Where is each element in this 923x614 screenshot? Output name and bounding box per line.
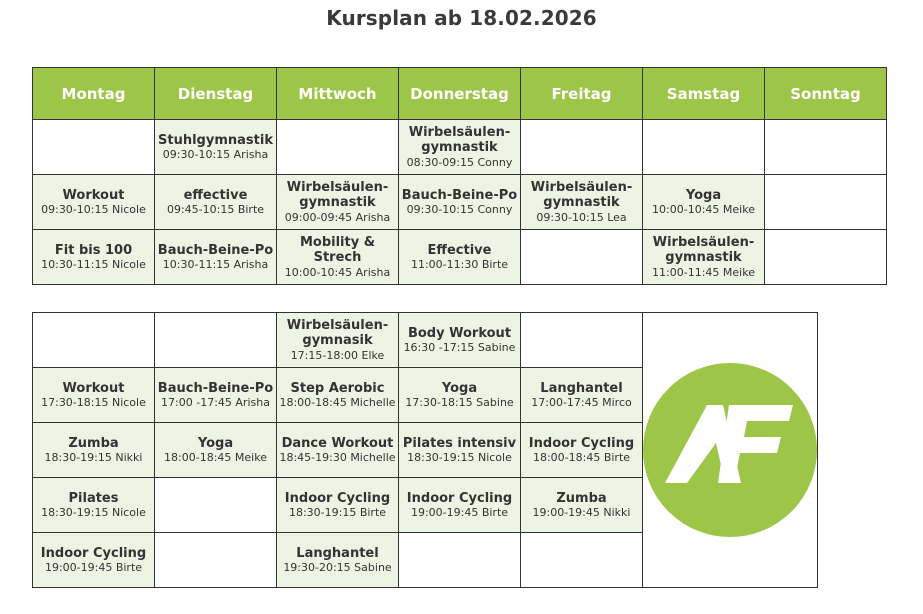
- course-time-trainer: 18:00-18:45 Birte: [532, 451, 631, 465]
- empty-slot: [399, 533, 521, 588]
- empty-slot: [521, 313, 643, 368]
- course-name: Fit bis 100: [54, 242, 133, 258]
- course-time-trainer: 17:00 -17:45 Arisha: [161, 396, 270, 410]
- course-entry: [33, 436, 154, 465]
- course-time-trainer: 10:30-11:15 Arisha: [162, 258, 269, 272]
- course-slot: [277, 230, 399, 285]
- course-name: Langhantel: [540, 380, 623, 396]
- course-name: Indoor Cycling: [284, 490, 391, 506]
- course-name: Pilates: [68, 490, 119, 506]
- course-time-trainer: 18:30-19:15 Birte: [288, 506, 387, 520]
- course-name: Workout: [62, 187, 125, 203]
- course-slot: [33, 533, 155, 588]
- course-time-trainer: 18:30-19:15 Nicole: [41, 506, 146, 520]
- course-time-trainer: 17:30-18:15 Sabine: [405, 396, 514, 410]
- course-entry: [277, 180, 398, 224]
- course-entry: [277, 436, 398, 465]
- course-slot: [277, 175, 399, 230]
- course-name: Pilates intensiv: [402, 435, 517, 451]
- course-slot: [399, 313, 521, 368]
- course-entry: [399, 188, 520, 217]
- course-time-trainer: 18:30-19:15 Nicole: [407, 451, 512, 465]
- course-entry: [155, 188, 276, 217]
- course-entry: [155, 436, 276, 465]
- course-name: Yoga: [685, 187, 722, 203]
- course-name: Wirbelsäulen-gymnastik: [530, 179, 633, 211]
- course-name: Effective: [427, 242, 492, 258]
- course-slot: [399, 120, 521, 175]
- course-slot: [399, 368, 521, 423]
- course-entry: [155, 243, 276, 272]
- course-slot: [521, 175, 643, 230]
- course-time-trainer: 16:30 -17:15 Sabine: [403, 341, 516, 355]
- course-time-trainer: 17:15-18:00 Elke: [290, 349, 385, 362]
- course-entry: [277, 491, 398, 520]
- course-name: Bauch-Beine-Po: [157, 242, 274, 258]
- course-name: Workout: [62, 380, 125, 396]
- course-slot: [155, 230, 277, 285]
- course-time-trainer: 19:00-19:45 Birte: [44, 561, 143, 575]
- course-slot: [277, 533, 399, 588]
- empty-slot: [765, 120, 887, 175]
- course-slot: [521, 423, 643, 478]
- course-time-trainer: 09:30-10:15 Nicole: [41, 203, 146, 217]
- course-entry: [399, 326, 520, 355]
- course-entry: [33, 243, 154, 272]
- evening-schedule-table: [32, 312, 818, 588]
- course-slot: [277, 478, 399, 533]
- course-name: Zumba: [556, 490, 607, 506]
- course-entry: [399, 436, 520, 465]
- course-slot: [643, 175, 765, 230]
- course-name: Mobility & Strech: [299, 234, 376, 266]
- course-name: Bauch-Beine-Po: [157, 380, 274, 396]
- empty-slot: [521, 533, 643, 588]
- empty-slot: [155, 533, 277, 588]
- course-slot: [33, 175, 155, 230]
- course-time-trainer: 11:00-11:45 Meike: [652, 266, 755, 279]
- course-slot: [33, 368, 155, 423]
- course-slot: [399, 478, 521, 533]
- course-entry: [33, 381, 154, 410]
- course-name: Yoga: [197, 435, 234, 451]
- course-entry: [399, 381, 520, 410]
- course-entry: [521, 436, 642, 465]
- day-header-donnerstag: Donnerstag: [399, 68, 521, 120]
- course-name: Indoor Cycling: [40, 545, 147, 561]
- course-time-trainer: 10:00-10:45 Arisha: [284, 266, 391, 279]
- course-entry: [643, 235, 764, 279]
- course-time-trainer: 17:30-18:15 Nicole: [41, 396, 146, 410]
- schedule-row: [33, 175, 887, 230]
- course-slot: [277, 368, 399, 423]
- course-slot: [155, 368, 277, 423]
- course-slot: [33, 230, 155, 285]
- course-time-trainer: 18:45-19:30 Michelle: [279, 451, 396, 465]
- empty-slot: [521, 230, 643, 285]
- course-time-trainer: 11:00-11:30 Birte: [410, 258, 509, 272]
- course-name: Langhantel: [296, 545, 379, 561]
- course-time-trainer: 10:00-10:45 Meike: [652, 203, 755, 217]
- course-time-trainer: 10:30-11:15 Nicole: [41, 258, 146, 272]
- day-header-montag: Montag: [33, 68, 155, 120]
- course-name: effective: [183, 187, 248, 203]
- course-name: Indoor Cycling: [406, 490, 513, 506]
- empty-slot: [765, 175, 887, 230]
- course-name: Wirbelsäulen-gymnasik: [286, 317, 389, 349]
- course-name: Indoor Cycling: [528, 435, 635, 451]
- day-header-mittwoch: Mittwoch: [277, 68, 399, 120]
- empty-slot: [521, 120, 643, 175]
- af-logo: [643, 363, 817, 537]
- course-entry: [277, 381, 398, 410]
- course-name: Wirbelsäulen-gymnastik: [408, 124, 511, 156]
- course-entry: [521, 180, 642, 224]
- course-slot: [33, 478, 155, 533]
- course-slot: [521, 478, 643, 533]
- logo-cell: [643, 313, 818, 588]
- course-entry: [33, 491, 154, 520]
- course-entry: [399, 125, 520, 169]
- course-entry: [277, 546, 398, 575]
- course-slot: [277, 423, 399, 478]
- course-time-trainer: 08:30-09:15 Conny: [406, 156, 513, 169]
- course-name: Body Workout: [407, 325, 512, 341]
- course-time-trainer: 18:00-18:45 Michelle: [279, 396, 396, 410]
- course-entry: [399, 243, 520, 272]
- course-time-trainer: 19:00-19:45 Nikki: [532, 506, 631, 520]
- course-entry: [277, 235, 398, 279]
- course-slot: [155, 423, 277, 478]
- course-entry: [399, 491, 520, 520]
- course-slot: [643, 230, 765, 285]
- empty-slot: [643, 120, 765, 175]
- empty-slot: [155, 478, 277, 533]
- empty-slot: [765, 230, 887, 285]
- course-entry: [155, 133, 276, 162]
- course-name: Step Aerobic: [290, 380, 385, 396]
- empty-slot: [155, 313, 277, 368]
- course-time-trainer: 18:00-18:45 Meike: [164, 451, 267, 465]
- course-time-trainer: 09:30-10:15 Arisha: [162, 148, 269, 162]
- course-slot: [33, 423, 155, 478]
- empty-slot: [277, 120, 399, 175]
- course-entry: [33, 546, 154, 575]
- course-time-trainer: 19:00-19:45 Birte: [410, 506, 509, 520]
- day-header-sonntag: Sonntag: [765, 68, 887, 120]
- course-time-trainer: 09:00-09:45 Arisha: [284, 211, 391, 224]
- course-name: Dance Workout: [281, 435, 394, 451]
- weekday-header-row: [33, 68, 887, 120]
- course-time-trainer: 19:30-20:15 Sabine: [283, 561, 392, 575]
- day-header-samstag: Samstag: [643, 68, 765, 120]
- schedule-row: [33, 230, 887, 285]
- course-name: Wirbelsäulen-gymnastik: [652, 234, 755, 266]
- course-time-trainer: 17:00-17:45 Mirco: [531, 396, 632, 410]
- course-time-trainer: 09:45-10:15 Birte: [166, 203, 265, 217]
- schedule-row: [33, 120, 887, 175]
- course-slot: [155, 175, 277, 230]
- course-time-trainer: 09:30-10:15 Lea: [536, 211, 627, 224]
- day-header-dienstag: Dienstag: [155, 68, 277, 120]
- course-entry: [33, 188, 154, 217]
- page-title: Kursplan ab 18.02.2026: [326, 6, 597, 30]
- course-name: Wirbelsäulen-gymnastik: [286, 179, 389, 211]
- day-header-freitag: Freitag: [521, 68, 643, 120]
- empty-slot: [33, 120, 155, 175]
- course-name: Stuhlgymnastik: [158, 132, 273, 148]
- course-time-trainer: 09:30-10:15 Conny: [406, 203, 513, 217]
- course-name: Zumba: [68, 435, 119, 451]
- course-name: Yoga: [441, 380, 478, 396]
- course-slot: [277, 313, 399, 368]
- schedule-row: [33, 313, 818, 368]
- course-entry: [521, 491, 642, 520]
- course-entry: [277, 318, 398, 362]
- course-slot: [155, 120, 277, 175]
- course-slot: [399, 230, 521, 285]
- course-time-trainer: 18:30-19:15 Nikki: [44, 451, 143, 465]
- morning-schedule-table: [32, 67, 887, 285]
- course-entry: [155, 381, 276, 410]
- course-name: Bauch-Beine-Po: [401, 187, 518, 203]
- course-slot: [399, 175, 521, 230]
- course-entry: [643, 188, 764, 217]
- course-slot: [399, 423, 521, 478]
- empty-slot: [33, 313, 155, 368]
- course-slot: [521, 368, 643, 423]
- course-entry: [521, 381, 642, 410]
